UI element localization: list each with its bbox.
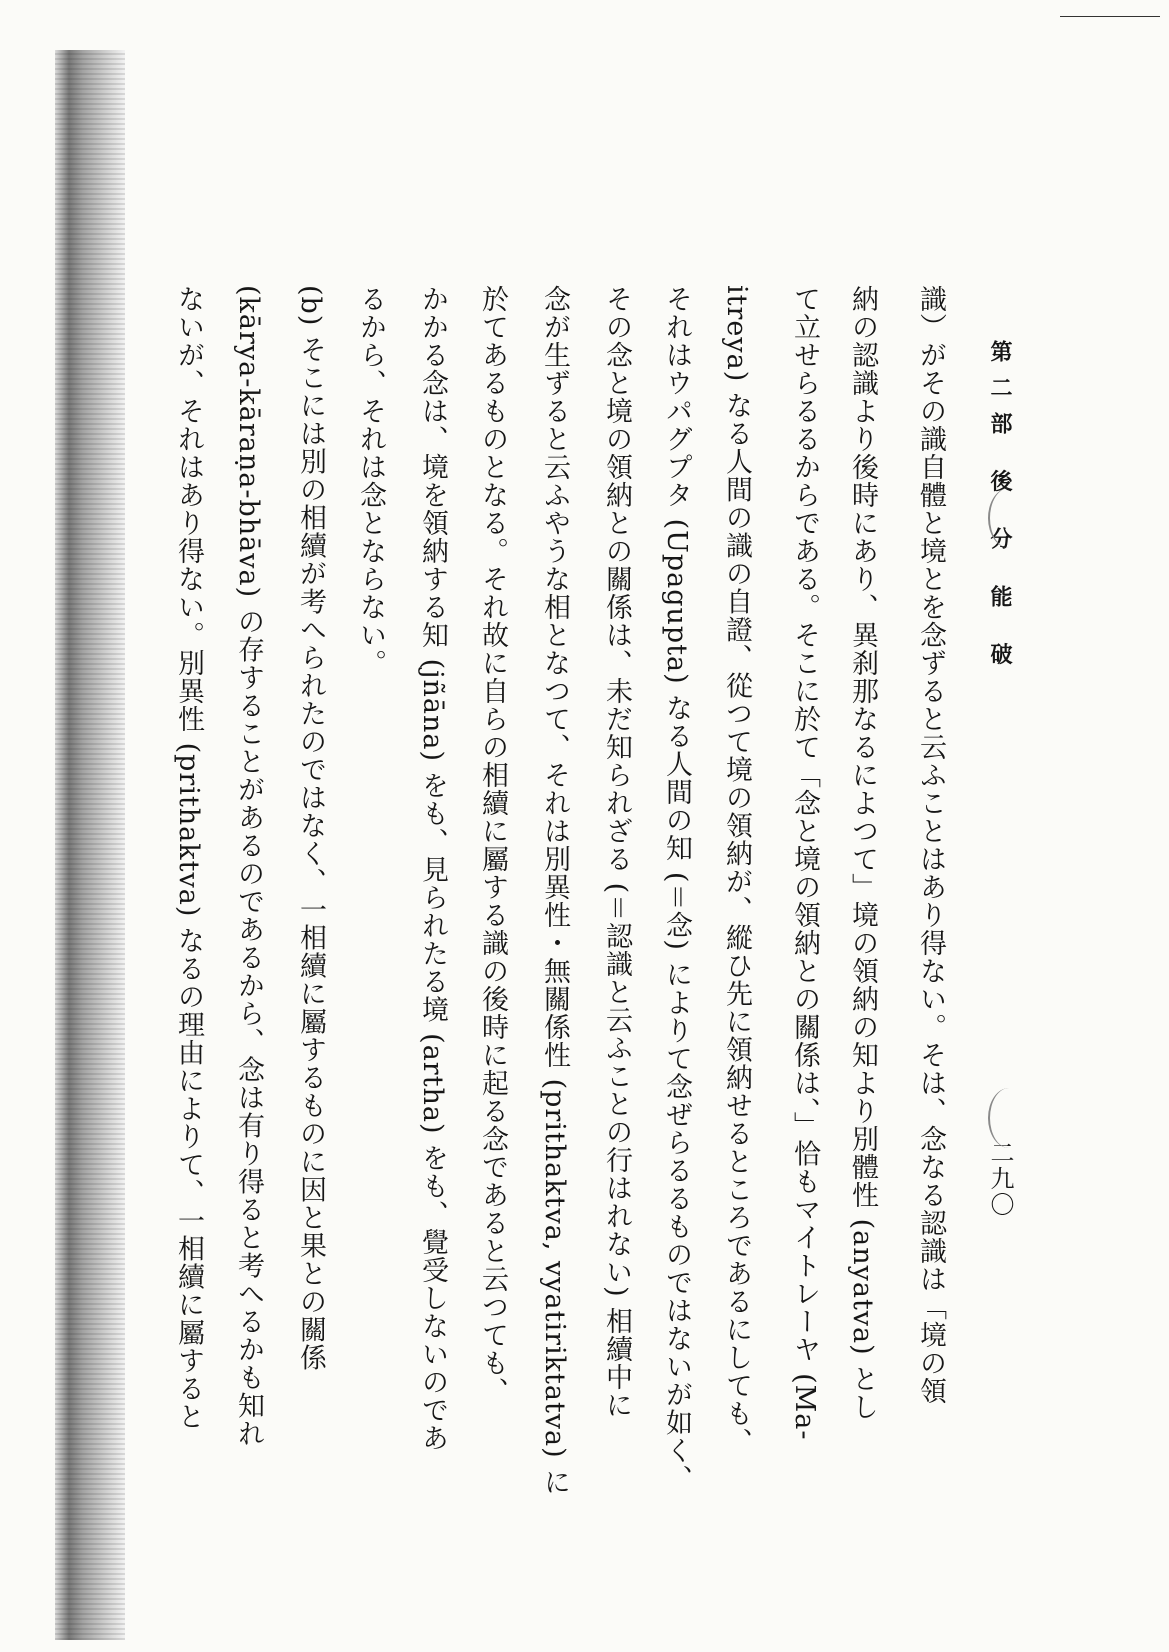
text-line: ないが、それはあり得ない。別異性 (prithaktva) なるの理由によりて、一相續に屬すると [173, 285, 204, 1431]
body-text [173, 285, 950, 1497]
text-line: その念と境の領納との關係は、未だ知られざる (＝認識と云ふことの行はれない) 相續中に [601, 285, 632, 1420]
text-line: 念が生ずると云ふやうな相となつて、それは別異性・無關係性 (prithaktva, vyatiriktatva) に [539, 285, 570, 1497]
text-line: (b) そこには別の相續が考へられたのではなく、一相續に屬するものに因と果との關係 [295, 285, 326, 1372]
text-line: 識）がその識自體と境とを念ずると云ふことはあり得ない。そは、念なる認識は「境の領 [915, 285, 946, 1405]
text-line: 於てあるものとなる。それ故に自らの相續に屬する識の後時に起る念であると云つても、 [477, 285, 508, 1405]
scan-artifact-arc [988, 488, 1030, 548]
scan-artifact-arc [988, 1088, 1030, 1148]
text-line: かかる念は、境を領納する知 (jñāna) をも、見られたる境 (artha) をも、覺受しないのであ [417, 285, 448, 1453]
text-line: 納の認識より後時にあり、異刹那なるによつて」境の領納の知より別體性 (anyatva) とし [847, 285, 878, 1422]
text-line: (kārya-kāraṇa-bhāva) の存することがあるのであるから、念は有り得ると考へるかも知れ [233, 285, 264, 1448]
text-line: itreya) なる人間の識の自證、從つて境の領納が、縱ひ先に領納せるところであるにしても、 [721, 285, 752, 1456]
text-line: それはウパグプタ (Upagupta) なる人間の知 (＝念) によりて念ぜらるるものではないが如く、 [661, 285, 692, 1493]
book-spine-shadow [55, 50, 125, 1640]
running-head: 第二部 後 分 能 破 [987, 340, 1013, 679]
scan-edge-line [1060, 16, 1160, 17]
page-number: 二九〇 [986, 1140, 1014, 1218]
text-line: て立せらるるからである。そこに於て「念と境の領納との關係は、」恰もマイトレーヤ (Ma- [789, 285, 820, 1441]
text-line: るから、それは念とならない。 [355, 285, 386, 677]
